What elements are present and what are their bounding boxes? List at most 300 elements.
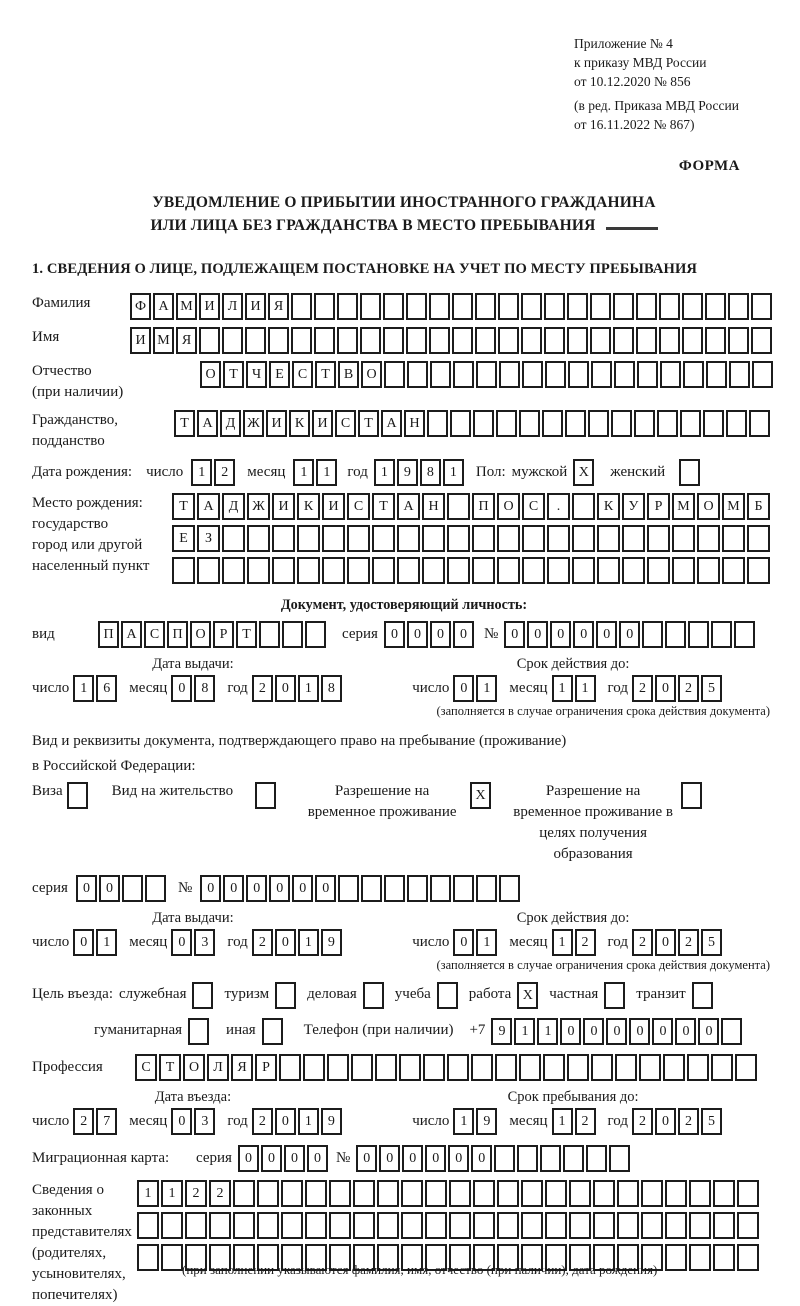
char-cell[interactable]: 1	[374, 459, 395, 486]
char-cell[interactable]	[521, 1180, 543, 1207]
char-cell[interactable]	[422, 557, 445, 584]
char-cell[interactable]: 2	[185, 1180, 207, 1207]
char-cell[interactable]: Я	[231, 1054, 253, 1081]
char-cell[interactable]: 9	[476, 1108, 497, 1135]
char-cell[interactable]	[735, 1054, 757, 1081]
char-cell[interactable]	[262, 1018, 283, 1045]
char-cell[interactable]	[377, 1180, 399, 1207]
char-cell[interactable]: К	[597, 493, 620, 520]
char-cell[interactable]	[519, 410, 540, 437]
char-cell[interactable]	[305, 621, 326, 648]
char-cell[interactable]	[472, 525, 495, 552]
char-cell[interactable]: Р	[255, 1054, 277, 1081]
char-cell[interactable]	[569, 1212, 591, 1239]
char-cell[interactable]	[329, 1180, 351, 1207]
char-cell[interactable]	[722, 557, 745, 584]
char-cell[interactable]: 1	[96, 929, 117, 956]
char-cell[interactable]: 0	[99, 875, 120, 902]
char-cell[interactable]	[291, 327, 312, 354]
char-cell[interactable]	[322, 557, 345, 584]
char-cell[interactable]: 0	[471, 1145, 492, 1172]
char-cell[interactable]: С	[144, 621, 165, 648]
char-cell[interactable]	[473, 410, 494, 437]
char-cell[interactable]	[282, 621, 303, 648]
char-cell[interactable]	[192, 982, 213, 1009]
char-cell[interactable]: 8	[321, 675, 342, 702]
char-cell[interactable]: П	[98, 621, 119, 648]
char-cell[interactable]: 0	[402, 1145, 423, 1172]
char-cell[interactable]: Ж	[247, 493, 270, 520]
char-cell[interactable]	[453, 361, 474, 388]
char-cell[interactable]: 2	[575, 1108, 596, 1135]
char-cell[interactable]	[397, 557, 420, 584]
char-cell[interactable]: И	[130, 327, 151, 354]
char-cell[interactable]: 2	[632, 1108, 653, 1135]
char-cell[interactable]	[604, 982, 625, 1009]
char-cell[interactable]: 0	[284, 1145, 305, 1172]
char-cell[interactable]: 8	[420, 459, 441, 486]
char-cell[interactable]	[473, 1180, 495, 1207]
char-cell[interactable]	[751, 293, 772, 320]
char-cell[interactable]	[498, 327, 519, 354]
char-cell[interactable]: К	[289, 410, 310, 437]
char-cell[interactable]	[199, 327, 220, 354]
char-cell[interactable]	[197, 557, 220, 584]
char-cell[interactable]	[681, 782, 702, 809]
char-cell[interactable]: П	[167, 621, 188, 648]
char-cell[interactable]	[689, 1212, 711, 1239]
char-cell[interactable]: Т	[358, 410, 379, 437]
char-cell[interactable]: Ч	[246, 361, 267, 388]
char-cell[interactable]: 0	[430, 621, 451, 648]
char-cell[interactable]	[689, 1180, 711, 1207]
char-cell[interactable]: Т	[372, 493, 395, 520]
char-cell[interactable]	[475, 293, 496, 320]
char-cell[interactable]	[657, 410, 678, 437]
char-cell[interactable]	[222, 557, 245, 584]
char-cell[interactable]	[647, 525, 670, 552]
char-cell[interactable]	[522, 525, 545, 552]
char-cell[interactable]	[703, 410, 724, 437]
char-cell[interactable]: 0	[655, 1108, 676, 1135]
char-cell[interactable]	[475, 327, 496, 354]
char-cell[interactable]	[407, 361, 428, 388]
char-cell[interactable]	[472, 557, 495, 584]
char-cell[interactable]	[728, 327, 749, 354]
char-cell[interactable]	[476, 361, 497, 388]
char-cell[interactable]	[663, 1054, 685, 1081]
char-cell[interactable]	[384, 875, 405, 902]
char-cell[interactable]	[544, 293, 565, 320]
char-cell[interactable]	[337, 293, 358, 320]
char-cell[interactable]	[521, 1212, 543, 1239]
char-cell[interactable]	[377, 1212, 399, 1239]
char-cell[interactable]	[499, 361, 520, 388]
char-cell[interactable]: С	[522, 493, 545, 520]
char-cell[interactable]	[233, 1180, 255, 1207]
char-cell[interactable]	[122, 875, 143, 902]
char-cell[interactable]: О	[697, 493, 720, 520]
char-cell[interactable]	[749, 410, 770, 437]
char-cell[interactable]	[429, 293, 450, 320]
char-cell[interactable]: 1	[298, 1108, 319, 1135]
char-cell[interactable]: 0	[655, 929, 676, 956]
char-cell[interactable]	[497, 1180, 519, 1207]
char-cell[interactable]: 2	[632, 675, 653, 702]
char-cell[interactable]	[353, 1212, 375, 1239]
char-cell[interactable]: И	[272, 493, 295, 520]
char-cell[interactable]: 0	[76, 875, 97, 902]
char-cell[interactable]: Я	[268, 293, 289, 320]
char-cell[interactable]: 0	[171, 675, 192, 702]
char-cell[interactable]: И	[312, 410, 333, 437]
char-cell[interactable]	[279, 1054, 301, 1081]
char-cell[interactable]: 0	[629, 1018, 650, 1045]
char-cell[interactable]	[245, 327, 266, 354]
char-cell[interactable]	[567, 327, 588, 354]
char-cell[interactable]: С	[335, 410, 356, 437]
char-cell[interactable]	[547, 557, 570, 584]
char-cell[interactable]: М	[672, 493, 695, 520]
char-cell[interactable]	[689, 1244, 711, 1271]
char-cell[interactable]	[672, 525, 695, 552]
char-cell[interactable]	[498, 293, 519, 320]
char-cell[interactable]: 1	[575, 675, 596, 702]
char-cell[interactable]: Л	[207, 1054, 229, 1081]
char-cell[interactable]: П	[472, 493, 495, 520]
char-cell[interactable]	[639, 1054, 661, 1081]
char-cell[interactable]	[281, 1180, 303, 1207]
char-cell[interactable]: 2	[575, 929, 596, 956]
char-cell[interactable]: 5	[701, 929, 722, 956]
char-cell[interactable]	[494, 1145, 515, 1172]
char-cell[interactable]	[447, 557, 470, 584]
char-cell[interactable]	[572, 557, 595, 584]
char-cell[interactable]	[137, 1244, 159, 1271]
char-cell[interactable]	[611, 410, 632, 437]
char-cell[interactable]: 0	[560, 1018, 581, 1045]
char-cell[interactable]	[375, 1054, 397, 1081]
char-cell[interactable]: И	[245, 293, 266, 320]
char-cell[interactable]: 0	[527, 621, 548, 648]
char-cell[interactable]	[305, 1180, 327, 1207]
char-cell[interactable]: 0	[425, 1145, 446, 1172]
char-cell[interactable]	[593, 1180, 615, 1207]
char-cell[interactable]	[517, 1145, 538, 1172]
char-cell[interactable]: 1	[298, 929, 319, 956]
char-cell[interactable]	[257, 1212, 279, 1239]
char-cell[interactable]	[683, 361, 704, 388]
char-cell[interactable]	[314, 293, 335, 320]
char-cell[interactable]: 0	[384, 621, 405, 648]
char-cell[interactable]	[706, 361, 727, 388]
char-cell[interactable]: 0	[171, 1108, 192, 1135]
char-cell[interactable]	[476, 875, 497, 902]
char-cell[interactable]: М	[176, 293, 197, 320]
char-cell[interactable]: 1	[537, 1018, 558, 1045]
char-cell[interactable]	[547, 525, 570, 552]
char-cell[interactable]	[185, 1212, 207, 1239]
char-cell[interactable]	[752, 361, 773, 388]
char-cell[interactable]	[567, 1054, 589, 1081]
char-cell[interactable]	[659, 293, 680, 320]
char-cell[interactable]: Н	[404, 410, 425, 437]
char-cell[interactable]	[449, 1212, 471, 1239]
char-cell[interactable]	[588, 410, 609, 437]
char-cell[interactable]: Ф	[130, 293, 151, 320]
char-cell[interactable]	[297, 525, 320, 552]
char-cell[interactable]: Л	[222, 293, 243, 320]
char-cell[interactable]	[452, 293, 473, 320]
char-cell[interactable]	[721, 1018, 742, 1045]
char-cell[interactable]	[737, 1244, 759, 1271]
char-cell[interactable]: Т	[236, 621, 257, 648]
char-cell[interactable]: 1	[293, 459, 314, 486]
char-cell[interactable]	[609, 1145, 630, 1172]
char-cell[interactable]	[449, 1180, 471, 1207]
char-cell[interactable]: 1	[552, 675, 573, 702]
char-cell[interactable]: 2	[632, 929, 653, 956]
char-cell[interactable]: 1	[298, 675, 319, 702]
char-cell[interactable]: 9	[397, 459, 418, 486]
char-cell[interactable]: 0	[275, 929, 296, 956]
char-cell[interactable]	[636, 293, 657, 320]
char-cell[interactable]	[401, 1180, 423, 1207]
char-cell[interactable]: Д	[220, 410, 241, 437]
char-cell[interactable]: 9	[491, 1018, 512, 1045]
char-cell[interactable]: С	[347, 493, 370, 520]
char-cell[interactable]	[636, 327, 657, 354]
char-cell[interactable]: 0	[261, 1145, 282, 1172]
char-cell[interactable]: М	[722, 493, 745, 520]
char-cell[interactable]: О	[190, 621, 211, 648]
char-cell[interactable]: 0	[269, 875, 290, 902]
char-cell[interactable]: О	[200, 361, 221, 388]
char-cell[interactable]: 3	[194, 929, 215, 956]
char-cell[interactable]: Е	[172, 525, 195, 552]
char-cell[interactable]	[642, 621, 663, 648]
char-cell[interactable]: 2	[252, 1108, 273, 1135]
char-cell[interactable]	[617, 1180, 639, 1207]
char-cell[interactable]	[430, 875, 451, 902]
char-cell[interactable]	[751, 327, 772, 354]
char-cell[interactable]	[563, 1145, 584, 1172]
char-cell[interactable]	[397, 525, 420, 552]
char-cell[interactable]	[495, 1054, 517, 1081]
char-cell[interactable]	[372, 525, 395, 552]
char-cell[interactable]	[665, 621, 686, 648]
char-cell[interactable]: Я	[176, 327, 197, 354]
char-cell[interactable]	[471, 1054, 493, 1081]
char-cell[interactable]: 0	[655, 675, 676, 702]
char-cell[interactable]	[545, 1180, 567, 1207]
char-cell[interactable]: 8	[194, 675, 215, 702]
char-cell[interactable]	[322, 525, 345, 552]
char-cell[interactable]	[329, 1212, 351, 1239]
char-cell[interactable]	[497, 557, 520, 584]
char-cell[interactable]	[522, 361, 543, 388]
char-cell[interactable]: 9	[321, 929, 342, 956]
char-cell[interactable]	[613, 327, 634, 354]
char-cell[interactable]: О	[361, 361, 382, 388]
char-cell[interactable]: А	[381, 410, 402, 437]
char-cell[interactable]	[188, 1018, 209, 1045]
char-cell[interactable]: 0	[407, 621, 428, 648]
char-cell[interactable]	[281, 1212, 303, 1239]
char-cell[interactable]	[347, 525, 370, 552]
char-cell[interactable]	[337, 327, 358, 354]
char-cell[interactable]: И	[322, 493, 345, 520]
char-cell[interactable]: 0	[379, 1145, 400, 1172]
char-cell[interactable]	[542, 410, 563, 437]
char-cell[interactable]	[499, 875, 520, 902]
char-cell[interactable]: 0	[453, 929, 474, 956]
char-cell[interactable]	[591, 1054, 613, 1081]
char-cell[interactable]: 7	[96, 1108, 117, 1135]
char-cell[interactable]: 1	[161, 1180, 183, 1207]
char-cell[interactable]: 0	[171, 929, 192, 956]
char-cell[interactable]	[747, 557, 770, 584]
char-cell[interactable]	[209, 1212, 231, 1239]
char-cell[interactable]	[722, 525, 745, 552]
char-cell[interactable]: С	[135, 1054, 157, 1081]
char-cell[interactable]	[351, 1054, 373, 1081]
char-cell[interactable]	[687, 1054, 709, 1081]
char-cell[interactable]	[613, 293, 634, 320]
char-cell[interactable]	[692, 982, 713, 1009]
char-cell[interactable]: 0	[246, 875, 267, 902]
char-cell[interactable]: 0	[223, 875, 244, 902]
char-cell[interactable]: З	[197, 525, 220, 552]
char-cell[interactable]: Т	[172, 493, 195, 520]
char-cell[interactable]	[145, 875, 166, 902]
char-cell[interactable]	[705, 327, 726, 354]
char-cell[interactable]: 0	[550, 621, 571, 648]
char-cell[interactable]	[450, 410, 471, 437]
char-cell[interactable]	[233, 1212, 255, 1239]
char-cell[interactable]	[247, 525, 270, 552]
char-cell[interactable]: В	[338, 361, 359, 388]
char-cell[interactable]	[660, 361, 681, 388]
char-cell[interactable]: М	[153, 327, 174, 354]
char-cell[interactable]	[360, 293, 381, 320]
char-cell[interactable]: 2	[73, 1108, 94, 1135]
char-cell[interactable]	[682, 327, 703, 354]
char-cell[interactable]	[597, 525, 620, 552]
char-cell[interactable]: 0	[200, 875, 221, 902]
char-cell[interactable]	[590, 327, 611, 354]
title-blank-line[interactable]	[606, 227, 658, 230]
char-cell[interactable]	[399, 1054, 421, 1081]
char-cell[interactable]	[519, 1054, 541, 1081]
char-cell[interactable]	[453, 875, 474, 902]
char-cell[interactable]	[572, 525, 595, 552]
char-cell[interactable]	[665, 1180, 687, 1207]
char-cell[interactable]	[303, 1054, 325, 1081]
char-cell[interactable]	[540, 1145, 561, 1172]
char-cell[interactable]	[614, 361, 635, 388]
char-cell[interactable]	[688, 621, 709, 648]
char-cell[interactable]	[372, 557, 395, 584]
char-cell[interactable]	[496, 410, 517, 437]
char-cell[interactable]	[597, 557, 620, 584]
char-cell[interactable]	[425, 1212, 447, 1239]
char-cell[interactable]	[255, 782, 276, 809]
char-cell[interactable]	[615, 1054, 637, 1081]
char-cell[interactable]: А	[397, 493, 420, 520]
char-cell[interactable]: Б	[747, 493, 770, 520]
char-cell[interactable]: X	[573, 459, 594, 486]
char-cell[interactable]	[291, 293, 312, 320]
char-cell[interactable]	[497, 1212, 519, 1239]
char-cell[interactable]	[641, 1212, 663, 1239]
char-cell[interactable]	[647, 557, 670, 584]
char-cell[interactable]	[327, 1054, 349, 1081]
char-cell[interactable]: 1	[552, 1108, 573, 1135]
char-cell[interactable]	[567, 293, 588, 320]
char-cell[interactable]: С	[292, 361, 313, 388]
char-cell[interactable]	[593, 1212, 615, 1239]
char-cell[interactable]: 5	[701, 1108, 722, 1135]
char-cell[interactable]	[338, 875, 359, 902]
char-cell[interactable]: 0	[504, 621, 525, 648]
char-cell[interactable]	[429, 327, 450, 354]
char-cell[interactable]	[452, 327, 473, 354]
char-cell[interactable]: 9	[321, 1108, 342, 1135]
char-cell[interactable]: 1	[514, 1018, 535, 1045]
char-cell[interactable]	[268, 327, 289, 354]
char-cell[interactable]	[672, 557, 695, 584]
char-cell[interactable]: И	[266, 410, 287, 437]
char-cell[interactable]: 0	[238, 1145, 259, 1172]
char-cell[interactable]	[425, 1180, 447, 1207]
char-cell[interactable]	[679, 459, 700, 486]
char-cell[interactable]: 6	[96, 675, 117, 702]
char-cell[interactable]: О	[183, 1054, 205, 1081]
char-cell[interactable]	[427, 410, 448, 437]
char-cell[interactable]	[637, 361, 658, 388]
char-cell[interactable]	[67, 782, 88, 809]
char-cell[interactable]	[591, 361, 612, 388]
char-cell[interactable]: 0	[698, 1018, 719, 1045]
char-cell[interactable]: 1	[443, 459, 464, 486]
char-cell[interactable]	[401, 1212, 423, 1239]
char-cell[interactable]	[590, 293, 611, 320]
char-cell[interactable]: .	[547, 493, 570, 520]
char-cell[interactable]	[406, 293, 427, 320]
char-cell[interactable]: Р	[213, 621, 234, 648]
char-cell[interactable]: 0	[292, 875, 313, 902]
char-cell[interactable]	[297, 557, 320, 584]
char-cell[interactable]	[447, 493, 470, 520]
char-cell[interactable]	[272, 557, 295, 584]
char-cell[interactable]	[543, 1054, 565, 1081]
char-cell[interactable]: Т	[315, 361, 336, 388]
char-cell[interactable]: 0	[606, 1018, 627, 1045]
char-cell[interactable]: 0	[448, 1145, 469, 1172]
char-cell[interactable]	[406, 327, 427, 354]
char-cell[interactable]	[521, 293, 542, 320]
char-cell[interactable]: 1	[453, 1108, 474, 1135]
char-cell[interactable]: И	[199, 293, 220, 320]
char-cell[interactable]	[360, 327, 381, 354]
char-cell[interactable]: Д	[222, 493, 245, 520]
char-cell[interactable]: 1	[552, 929, 573, 956]
char-cell[interactable]: 0	[596, 621, 617, 648]
char-cell[interactable]: 0	[675, 1018, 696, 1045]
char-cell[interactable]	[522, 557, 545, 584]
char-cell[interactable]: 3	[194, 1108, 215, 1135]
